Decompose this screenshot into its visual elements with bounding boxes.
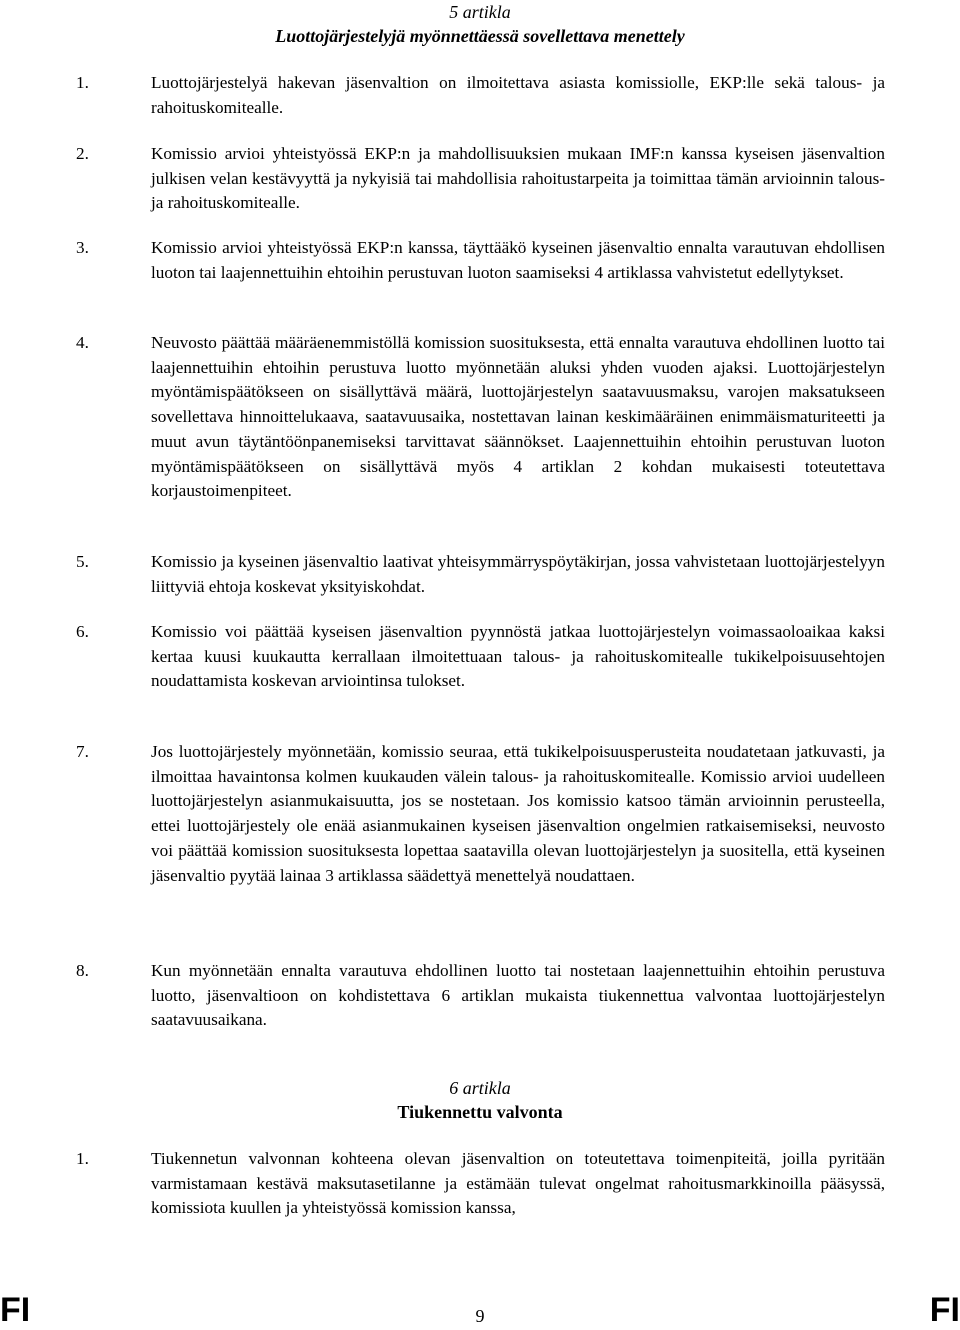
paragraph-number: 8. [76,961,89,980]
paragraph-text: Komissio arvioi yhteistyössä EKP:n ja mahdollisuuksien mukaan IMF:n kanssa kyseisen jäsenvaltion julkisen velan kestävyyttä ja nykyisiä tai mahdollisia rahoitustarpeita ja toimittaa tämän arvioinnin talous- ja rahoituskomitealle. [151,144,885,213]
article-5-title: Luottojärjestelyjä myönnettäessä sovellettava menettely [275,26,685,46]
paragraph-number: 6. [76,622,89,641]
footer-language-mark-right: FI [929,1291,960,1329]
paragraph-text: Komissio ja kyseinen jäsenvaltio laativat yhteisymmärryspöytäkirjan, jossa vahvistetaan luottojärjestelyyn liittyviä ehtoja koskevat yksityiskohdat. [151,552,885,596]
paragraph-number: 7. [76,742,89,761]
footer-language-mark-left: FI [0,1291,31,1329]
article-6-number: 6 artikla [449,1078,511,1098]
article-6-title: Tiukennettu valvonta [397,1102,563,1122]
article-5-heading [0,0,960,48]
article-5-number: 5 artikla [449,2,511,22]
paragraph-text: Jos luottojärjestely myönnetään, komissio seuraa, että tukikelpoisuusperusteita noudatetaan jatkuvasti, ja ilmoittaa havaintonsa kolmen kuukauden välein talous- ja rahoituskomitealle. Komissio arvioi uudelleen luottojärjestelyn asianmukaisuutta, jos se nostetaan. Jos komissio katsoo tämän arvioinnin perusteella, ettei luottojärjestely ole enää asianmukainen kyseisen jäsenvaltion ongelmien ratkaisemiseksi, neuvosto voi päättää komission suosituksesta lopettaa saatavilla olevan luottojärjestelyn ja suositella, että kyseinen jäsenvaltio pyytää lainaa 3 artiklassa säädettyä menettelyä noudattaen. [151,742,885,885]
paragraph-number: 4. [76,333,89,352]
paragraph-number: 1. [76,1149,89,1168]
paragraph-number: 5. [76,552,89,571]
article-6-heading [0,1076,960,1124]
paragraph-text: Tiukennetun valvonnan kohteena olevan jäsenvaltion on toteutettava toimenpiteitä, joilla pyritään varmistamaan kestävä maksutasetilanne ja estämään tulevat ongelmat rahoitusmarkkinoilla pääsyssä, komissiota kuullen ja yhteistyössä komission kanssa, [151,1149,885,1218]
paragraph-text: Luottojärjestelyä hakevan jäsenvaltion on ilmoitettava asiasta komissiolle, EKP:lle sekä talous- ja rahoituskomitealle. [151,73,885,117]
paragraph-number: 3. [76,238,89,257]
paragraph-number: 1. [76,73,89,92]
paragraph-text: Neuvosto päättää määräenemmistöllä komission suosituksesta, että ennalta varautuva ehdollinen luotto tai laajennettuihin ehtoihin perustuva luotto myönnetään aluksi yhden vuoden ajaksi. Luottojärjestelyn myöntämispäätökseen on sisällyttävä määrä, luottojärjestelyn saatavuusmaksu, varojen maksatukseen sovellettava hinnoittelukaava, saatavuusaika, nostettavan lainan keskimääräinen enimmäismaturiteetti ja muut avun täytäntöönpanemiseksi tarvittavat säännökset. Laajennettuihin ehtoihin perustuvan luoton myöntämispäätökseen on sisällyttävä myös 4 artiklan 2 kohdan mukaisesti toteutettava korjaustoimenpiteet. [151,333,885,501]
paragraph-text: Komissio arvioi yhteistyössä EKP:n kanssa, täyttääkö kyseinen jäsenvaltio ennalta varautuvan ehdollisen luoton tai laajennettuihin ehtoihin perustuvan luoton saamiseksi 4 artiklassa vahvistetut edellytykset. [151,238,885,282]
paragraph-text: Komissio voi päättää kyseisen jäsenvaltion pyynnöstä jatkaa luottojärjestelyn voimassaoloaikaa kaksi kertaa kuusi kuukautta kerrallaan ilmoitettuaan talous- ja rahoituskomitealle tukikelpoisuusehtojen noudattamista koskevan arviointinsa tulokset. [151,622,885,691]
paragraph-number: 2. [76,144,89,163]
page-number: 9 [475,1306,485,1326]
paragraph-text: Kun myönnetään ennalta varautuva ehdollinen luotto tai nostetaan laajennettuihin ehtoihin perustuva luotto, jäsenvaltioon on kohdistettava 6 artiklan mukaista tiukennettua valvontaa luottojärjestelyn saatavuusaikana. [151,961,885,1030]
